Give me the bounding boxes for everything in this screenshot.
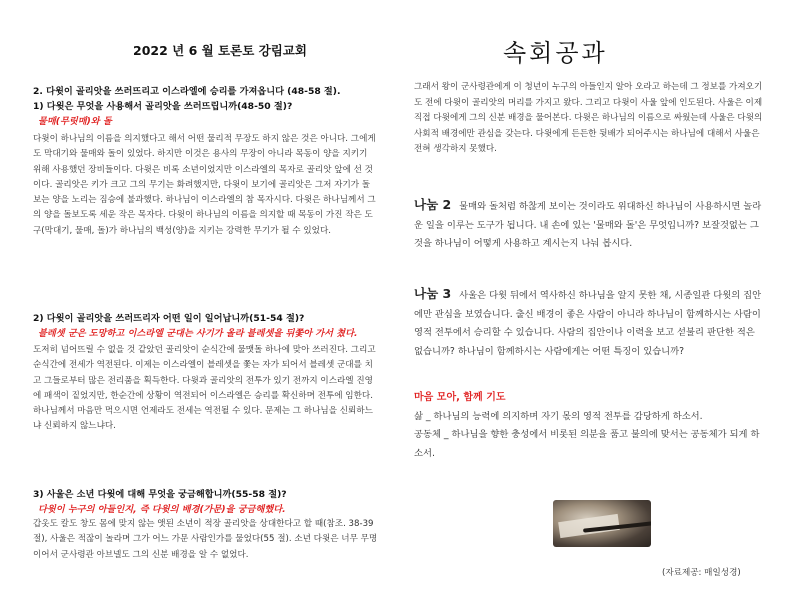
share-3-text: 사울은 다윗 뒤에서 역사하신 하나님을 알지 못한 채, 시종일관 다윗의 집안에만 관심을 보였습니다. 출신 배경이 좋은 사람이 아니라 하나님이 함께하시는 사람이 영적 전투에서 승리할 수 있습니다. 사람의 집안이나 이력을 보고 섣불리 판단한 적은 없습니까? 하나님이 함께하시는 사람에게는 어떤 특징이 있습니까?: [414, 290, 762, 357]
commentary-continued: 그래서 왕이 군사령관에게 이 청년이 누구의 아들인지 알아 오라고 하는데 그 정보를 가져오기도 전에 다윗이 골리앗의 머리를 가지고 왔다. 그리고 다윗이 사울 앞에 인도된다. 사울은 이제 직접 다윗에게 그의 신분 배경을 물어본다. 다윗은 하나님의 이름으로 싸웠는데 사울은 다윗의 사회적 배경에만 관심을 갖는다. 다윗에게 든든한 뒷배가 되어주시는 하나님에 대해서 사울은 전혀 생각하지 못했다.: [414, 82, 763, 154]
prayer-title: 마음 모아, 함께 기도: [414, 392, 506, 403]
section-heading: 2. 다윗이 골리앗을 쓰러뜨리고 이스라엘에 승리를 가져옵니다 (48-58 절).: [33, 86, 341, 97]
share-2-title: 나눔 2: [414, 197, 452, 212]
answer-3: 다윗이 누구의 아들인지, 즉 다윗의 배경(가문)을 궁금해했다.: [38, 504, 286, 515]
commentary-1: 다윗이 하나님의 이름을 의지했다고 해서 어떤 물리적 무장도 하지 않은 것은 아니다. 그에게도 막대기와 물매와 돌이 있었다. 하지만 이것은 용사의 무장이 아니라 목동이 양을 지키기 위해 사용했던 장비들이다. 다윗은 비록 소년이었지만 이스라엘의 목자로 골리앗 앞에 선 것이다. 골리앗은 키가 크고 그의 무기는 화려했지만, 다윗이 보기에 골리앗은 그저 자기가 돌보는 양을 노리는 짐승에 불과했다. 하나님이 이스라엘의 참 목자시다. 다윗은 하나님께서 그의 양을 돌보도록 세운 작은 목자다. 다윗이 하나님의 이름을 의지할 때 목동이 가진 작은 도구(막대기, 물매, 돌)가 하나님의 백성(양)을 지키는 강력한 무기가 될 수 있었다.: [33, 134, 376, 236]
prayer-community: 공동체 _ 하나님을 향한 충성에서 비롯된 의분을 품고 불의에 맞서는 공동체가 되게 하소서.: [414, 429, 760, 459]
commentary-3: 갑옷도 칼도 창도 몸에 맞지 않는 앳된 소년이 적장 골리앗을 상대한다고 할 때(참조. 38-39 절), 사울은 적잖이 놀라며 그가 어느 가문 사람인가를 물었다(55 절). 소년 다윗은 너무 무명이어서 군사령관 아브넬도 그의 신분 배경을 알 수 없었다.: [33, 519, 378, 560]
share-2: [414, 196, 764, 254]
question-3-block: [33, 487, 378, 563]
share-3-title: 나눔 3: [414, 286, 452, 301]
question-1-block: [33, 84, 378, 239]
answer-2: 블레셋 군은 도망하고 이스라엘 군대는 사기가 올라 블레셋을 뒤쫓아 가서 쳤다.: [38, 328, 358, 339]
prayer-section: [414, 389, 764, 463]
answer-1: 물매(무릿매)와 돌: [38, 116, 112, 127]
commentary-2: 도저히 넘어뜨릴 수 없을 것 같았던 골리앗이 순식간에 물맷돌 하나에 맞아 쓰러진다. 그리고 순식간에 전세가 역전된다. 이제는 이스라엘이 블레셋을 쫓는 자가 되어서 블레셋 군대를 치고 그들로부터 많은 전리품을 획득한다. 다윗과 골리앗의 전투가 있기 전까지 이스라엘 진영에 패색이 짙었지만, 한순간에 상황이 역전되어 이스라엘은 승리를 확신하며 전투에 임한다. 하나님께서 마음만 먹으시면 언제라도 전세는 역전될 수 있다. 문제는 그 하나님을 신뢰하느냐 신뢰하지 않느냐다.: [33, 345, 376, 432]
prayer-life: 삶 _ 하나님의 능력에 의지하며 자기 몫의 영적 전투를 감당하게 하소서.: [414, 410, 703, 422]
question-1: 1) 다윗은 무엇을 사용해서 골리앗을 쓰러뜨립니까(48-50 절)?: [33, 101, 293, 112]
lesson-title: 속회공과: [503, 39, 608, 67]
source-credit: (자료제공: 매일성경): [662, 568, 741, 578]
question-2-block: [33, 311, 378, 435]
page-title: 2022 년 6 월 토론토 강림교회: [133, 43, 307, 58]
share-3: [414, 285, 764, 361]
share-2-text: 물매와 돌처럼 하찮게 보이는 것이라도 위대하신 하나님이 사용하시면 놀라운 일을 이루는 도구가 됩니다. 내 손에 있는 '물매와 돌'은 무엇입니까? 보잘것없는 그것을 하나님이 어떻게 사용하고 계시는지 나눠 봅시다.: [414, 201, 762, 249]
question-2: 2) 다윗이 골리앗을 쓰러뜨리자 어떤 일이 일어납니까(51-54 절)?: [33, 313, 305, 324]
open-book-pen-image: [553, 500, 651, 547]
question-3: 3) 사울은 소년 다윗에 대해 무엇을 궁금해합니까(55-58 절)?: [33, 489, 287, 500]
